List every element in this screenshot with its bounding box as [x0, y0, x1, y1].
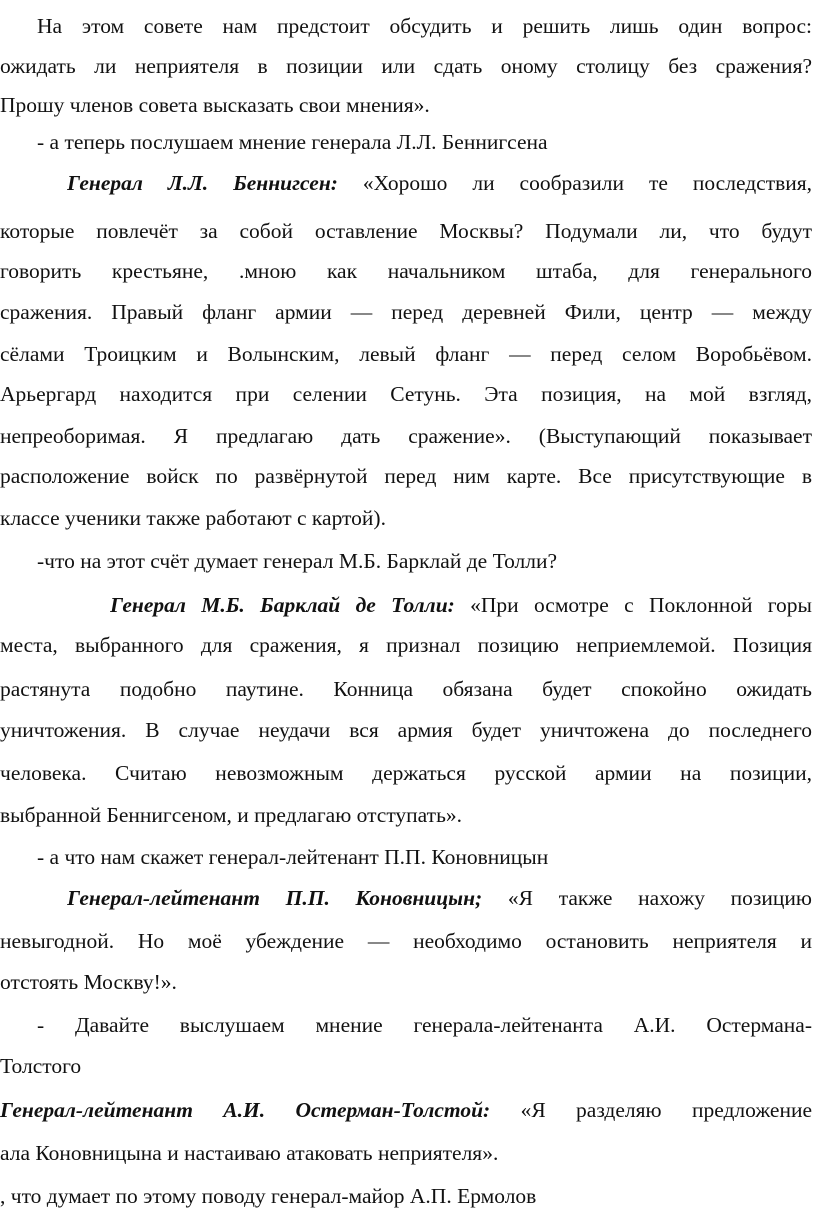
speaker-name: Генерал-лейтенант А.И. Остерман-Толстой:: [0, 1098, 491, 1122]
text-line: места, выбранного для сражения, я признал позицию неприемлемой. Позиция: [0, 633, 812, 657]
text-line: выбранной Беннигсеном, и предлагаю отступать».: [0, 803, 462, 827]
speaker-line: Генерал-лейтенант П.П. Коновницын; «Я также нахожу позицию: [67, 886, 812, 910]
moderator-question: -что на этот счёт думает генерал М.Б. Барклай де Толли?: [37, 549, 558, 573]
text-line: Арьергард находится при селении Сетунь. Эта позиция, на мой взгляд,: [0, 382, 812, 406]
speaker-line: Генерал-лейтенант А.И. Остерман-Толстой: «Я разделяю предложение: [0, 1098, 812, 1122]
speaker-name: Генерал-лейтенант П.П. Коновницын;: [67, 886, 483, 910]
text-line: расположение войск по развёрнутой перед ним карте. Все присутствующие в: [0, 464, 812, 488]
speaker-name: Генерал Л.Л. Беннигсен:: [67, 171, 338, 195]
text-line: ала Коновницына и настаиваю атаковать неприятеля».: [0, 1141, 499, 1165]
text-line: сёлами Троицким и Волынским, левый фланг — перед селом Воробьёвом.: [0, 342, 812, 366]
text-line: отстоять Москву!».: [0, 970, 177, 994]
moderator-question: - Давайте выслушаем мнение генерала-лейтенанта А.И. Остермана-: [37, 1013, 812, 1037]
text-line: На этом совете нам предстоит обсудить и решить лишь один вопрос:: [37, 14, 812, 38]
moderator-question: , что думает по этому поводу генерал-майор А.П. Ермолов: [0, 1184, 537, 1208]
text-line: Прошу членов совета высказать свои мнения».: [0, 93, 430, 117]
text-line: невыгодной. Но моё убеждение — необходимо остановить неприятеля и: [0, 929, 812, 953]
speaker-name: Генерал М.Б. Барклай де Толли:: [110, 593, 455, 617]
text-line: классе ученики также работают с картой).: [0, 506, 386, 530]
moderator-question: - а что нам скажет генерал-лейтенант П.П. Коновницын: [37, 845, 549, 869]
text-line: уничтожения. В случае неудачи вся армия будет уничтожена до последнего: [0, 718, 812, 742]
text-line: растянута подобно паутине. Конница обязана будет спокойно ожидать: [0, 677, 812, 701]
text-line: человека. Считаю невозможным держаться русской армии на позиции,: [0, 761, 812, 785]
text-line: говорить крестьяне, .мною как начальником штаба, для генерального: [0, 259, 812, 283]
text-line: которые повлечёт за собой оставление Москвы? Подумали ли, что будут: [0, 219, 812, 243]
text-line: непреоборимая. Я предлагаю дать сражение». (Выступающий показывает: [0, 424, 812, 448]
speaker-line: Генерал М.Б. Барклай де Толли: «При осмотре с Поклонной горы: [110, 593, 812, 617]
speaker-line: Генерал Л.Л. Беннигсен: «Хорошо ли сообразили те последствия,: [67, 171, 812, 195]
text-line: Толстого: [0, 1054, 82, 1078]
text-line: сражения. Правый фланг армии — перед деревней Фили, центр — между: [0, 300, 812, 324]
text-line: ожидать ли неприятеля в позиции или сдать оному столицу без сражения?: [0, 54, 812, 78]
moderator-question: - а теперь послушаем мнение генерала Л.Л. Беннигсена: [37, 130, 548, 154]
